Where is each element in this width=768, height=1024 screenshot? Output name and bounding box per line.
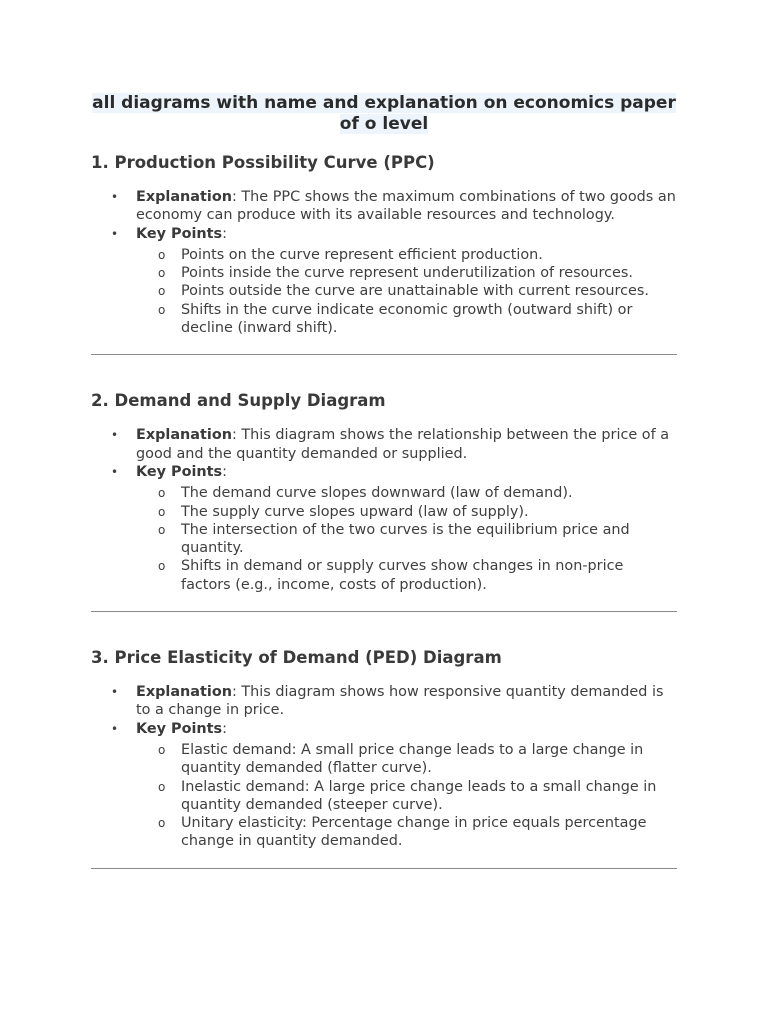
circle-bullet-icon: o — [158, 779, 166, 794]
key-point-item — [136, 778, 677, 815]
circle-bullet-icon: o — [158, 266, 166, 281]
section-heading: 3. Price Elasticity of Demand (PED) Diagram — [91, 648, 502, 668]
key-points-label: Key Points — [136, 463, 223, 480]
circle-bullet-icon: o — [158, 302, 166, 317]
key-point-text: Points on the curve represent efficient production. — [181, 246, 543, 263]
section-divider — [91, 868, 677, 869]
circle-bullet-icon: o — [158, 504, 166, 519]
key-points-item: • Key Points: o Elastic demand: A small price change leads to a large change in quantity demanded (flatter curve). o Inelastic demand: A large price change leads to a small change in quantity demanded (steeper curve). o Unitary elasticity: Percentage change in price equals percentage change in quantity demanded. — [91, 720, 677, 851]
key-point-text: Inelastic demand: A large price change leads to a small change in quantity demanded (steeper curve). — [181, 778, 657, 813]
key-point-text: The demand curve slopes downward (law of demand). — [181, 485, 573, 502]
key-point-item — [136, 503, 677, 521]
explanation-label: Explanation — [136, 684, 232, 701]
circle-bullet-icon: o — [158, 816, 166, 831]
bullet-icon: • — [111, 464, 119, 479]
section-ped — [91, 647, 677, 851]
bullet-icon: • — [111, 721, 119, 736]
key-point-item — [136, 484, 677, 502]
key-point-text: Points outside the curve are unattainable with current resources. — [181, 283, 649, 300]
section-divider — [91, 354, 677, 355]
explanation-text: : The PPC shows the maximum combinations of two goods an economy can produce with its available resources and technology. — [136, 189, 676, 224]
key-point-item — [136, 521, 677, 558]
key-point-text: Shifts in demand or supply curves show changes in non-price factors (e.g., income, costs of production). — [181, 558, 624, 593]
bullet-icon: • — [111, 428, 119, 443]
key-points-label: Key Points — [136, 720, 223, 737]
key-point-item — [136, 814, 677, 851]
section-bullet-list — [91, 188, 677, 337]
key-point-item — [136, 246, 677, 264]
explanation-label: Explanation — [136, 189, 232, 205]
explanation-label: Explanation — [136, 427, 232, 444]
section-heading: 2. Demand and Supply Diagram — [91, 391, 386, 411]
key-point-item — [136, 282, 677, 300]
key-point-item — [136, 264, 677, 282]
explanation-item — [91, 188, 677, 225]
key-point-item — [136, 301, 677, 338]
key-points-item: • Key Points: o Points on the curve represent efficient production. o Points inside the curve represent underutilization of resources. o Points outside the curve are unattainable with current resources. o Shifts in the curve indicate economic growth (outward shift) or decline (inward shift). — [91, 225, 677, 338]
circle-bullet-icon: o — [158, 486, 166, 501]
section-heading: 1. Production Possibility Curve (PPC) — [91, 153, 435, 172]
explanation-item — [91, 683, 677, 720]
key-point-text: Points inside the curve represent underutilization of resources. — [181, 265, 633, 282]
explanation-text: : This diagram shows how responsive quantity demanded is to a change in price. — [136, 684, 664, 719]
section-divider — [91, 611, 677, 612]
circle-bullet-icon: o — [158, 742, 166, 757]
bullet-icon: • — [111, 226, 119, 241]
explanation-text: : This diagram shows the relationship between the price of a good and the quantity demanded or supplied. — [136, 427, 670, 462]
key-point-text: Elastic demand: A small price change leads to a large change in quantity demanded (flatter curve). — [181, 741, 644, 777]
key-point-item — [136, 741, 677, 778]
bullet-icon: • — [111, 685, 119, 700]
circle-bullet-icon: o — [158, 284, 166, 299]
key-points-list — [136, 741, 677, 851]
document-title-text: all diagrams with name and explanation on economics paper of o level — [92, 93, 676, 134]
circle-bullet-icon: o — [158, 522, 166, 537]
key-point-item — [136, 557, 677, 594]
circle-bullet-icon: o — [158, 247, 166, 262]
explanation-item — [91, 426, 677, 463]
document-title — [91, 93, 677, 135]
key-points-item: • Key Points: o The demand curve slopes downward (law of demand). o The supply curve slopes upward (law of supply). o The intersection of the two curves is the equilibrium price and quantity. o Shifts in demand or supply curves show changes in non-price factors (e.g., income, costs of production). — [91, 463, 677, 594]
key-point-text: Unitary elasticity: Percentage change in price equals percentage change in quantity demanded. — [181, 815, 647, 850]
section-bullet-list — [91, 683, 677, 851]
section-demand-supply — [91, 390, 677, 594]
key-point-text: Shifts in the curve indicate economic growth (outward shift) or decline (inward shift). — [181, 301, 633, 337]
section-bullet-list — [91, 426, 677, 594]
key-points-list — [136, 484, 677, 594]
bullet-icon: • — [111, 190, 119, 204]
key-points-label: Key Points — [136, 225, 223, 242]
key-point-text: The intersection of the two curves is the equilibrium price and quantity. — [181, 521, 630, 557]
circle-bullet-icon: o — [158, 559, 166, 574]
section-ppc — [91, 152, 677, 337]
document-page — [91, 93, 677, 904]
key-points-list — [136, 246, 677, 337]
key-point-text: The supply curve slopes upward (law of supply). — [181, 503, 529, 520]
